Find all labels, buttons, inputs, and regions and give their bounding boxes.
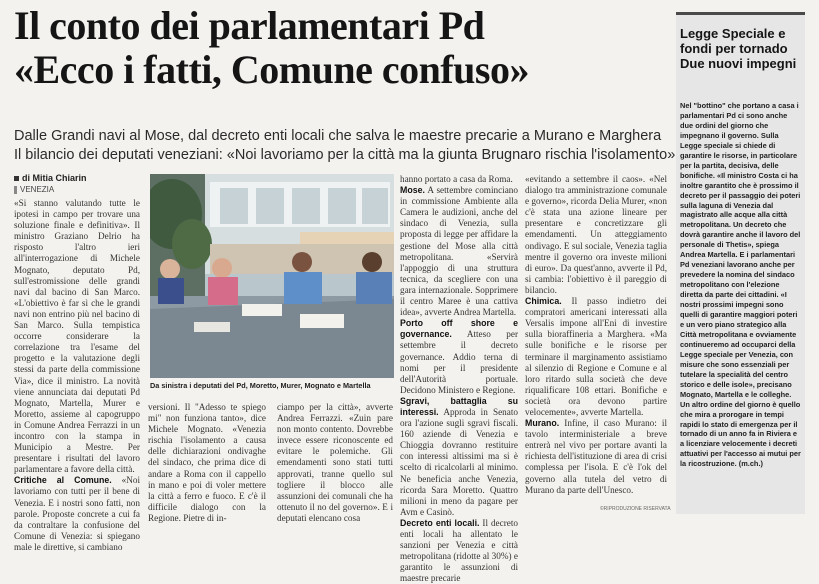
- section-heading: Murano.: [525, 418, 560, 429]
- section-heading: Mose.: [400, 185, 425, 196]
- sidebar-box: [676, 12, 805, 514]
- article-photo: [150, 174, 394, 378]
- article-column-5: [525, 174, 667, 496]
- section-heading: Sgravi, battaglia su interessi.: [400, 395, 518, 417]
- paragraph: hanno portato a casa da Roma.: [400, 174, 513, 184]
- headline-line-2: «Ecco i fatti, Comune confuso»: [14, 47, 529, 92]
- paragraph: Nel "bottino" che portano a casa i parlamentari Pd ci sono anche due ordini del giorno che impegnano il governo. Sulla Legge speciale si chiede di garantire le risorse, in particolare per la partita, decisiva, delle bonifiche. «Il ministro Costa ci ha inoltre garantito che è prossimo il decreto per il passaggio dei poteri sulla laguna di Venezia dal magistrato alle acque alla città metropolitana. Un decreto che dovrà garantire anche il lavoro del personale di Thetis», spiega Andrea Martella. E i parlamentari Pd veneziani lavorano anche per prevedere la nomina del sindaco metropolitano con l'elezione diretta da parte dei cittadini. «I nostri prossimi impegni sono quelli di garantire maggiori poteri e un vero piano strategico alla Città metropolitana e ovviamente continueremo ad occuparci della Legge speciale per Venezia, con misure che sono essenziali per tutelare la specialità del centro storico e delle isole», precisano Mognato, Martella e le colleghe. Un altro ordine del giorno è quello che mira a prorogare in tempi rapidi lo stato di emergenza per il tornado di un anno fa in Riviera e a licenziare velocemente i decreti attuativi per l'accesso ai mutui per la ricostruzione. (m.ch.): [680, 101, 801, 469]
- paragraph: Atteso per settembre il decreto governance. Addio terna di nomi per il presidente dell'Autorità portuale. Decidono Ministero e Regione.: [400, 329, 519, 395]
- section-heading: Chimica.: [525, 296, 562, 307]
- paragraph: Infine, il caso Murano: il tavolo interministeriale a breve entrerà nel vivo per portare avanti la richiesta dell'istituzione di area di crisi complessa per l'isola. E c'è l'ok del governo alla tutela del vetro di Murano da parte dell'Unesco.: [525, 418, 667, 495]
- article-column-3: [277, 402, 393, 524]
- section-heading: Porto off shore e governance.: [400, 318, 518, 340]
- author: di Mitia Chiarin: [22, 173, 87, 183]
- section-heading: Decreto enti locali.: [400, 517, 480, 528]
- paragraph: «Noi lavoriamo con tutti per il bene di Venezia. E i nostri sono fatti, non parole. Proposte concrete a cui fa da contraltare la confusione del Comune di Venezia: si spiegano male le direttive, si cambiano: [14, 475, 141, 552]
- headline-line-1: Il conto dei parlamentari Pd: [14, 3, 485, 48]
- article-column-2: [148, 402, 266, 524]
- sidebar-title: Legge Speciale e fondi per tornado Due nuovi impegni: [680, 26, 797, 71]
- paragraph: Il decreto enti locali ha allentato le sanzioni per Venezia e città metropolitana (ridotte al 30%) e garantito le assunzioni di maestre precarie: [400, 517, 518, 584]
- paragraph: «evitando a settembre il caos». «Nel dialogo tra amministrazione comunale e governo», ricorda Delia Murer, «non c'è stata una azione lineare per presentare e concretizzare gli emendamenti. Un atteggiamento ondivago. E sul sociale, Venezia taglia mentre il governo ora investe milioni di euro». Da quest'anno, avverte il Pd, si cambia: l'obiettivo è il pareggio di bilancio.: [525, 174, 667, 295]
- headline: [14, 4, 674, 92]
- paragraph: «Si stanno valutando tutte le ipotesi in campo per trovare una soluzione finale e definitiva». Il ministro Graziano Delrio ha risposto l'altro ieri all'interrogazione di Michele Mognato, deputato Pd, sull'estromissione delle grandi navi dal bacino di San Marco. «L'obiettivo è far sì che le grandi navi non entrino più nel bacino di San Marco. Sulla tempistica occorre considerare la correlazione tra l'esame del progetto e la valutazione degli stessi da parte della commissione Via», dice il ministro. La novità viene annunciata dai deputati Pd Mognato, Martella, Murer e Moretto, assieme al capogruppo in Comune Andrea Ferrazzi in un incontro con la stampa in Municipio a Mestre. Per presentare i risultati del lavoro parlamentare a favore della città.: [14, 198, 140, 475]
- copyright-note: ©RIPRODUZIONE RISERVATA: [600, 506, 671, 512]
- location: VENEZIA: [20, 185, 55, 194]
- subheadline-2: Il bilancio dei deputati veneziani: «Noi lavoriamo per la città ma la giunta Brugnaro rischia l'isolamento»: [14, 147, 676, 163]
- sidebar-top-rule: [676, 12, 805, 15]
- dateline: [14, 185, 54, 194]
- paragraph: versioni. Il "Adesso te spiego mi" non funziona tanto», dice Michele Mognato. «Venezia rischia l'isolamento a causa delle dichiarazioni ondivaghe del sindaco, che prima dice di andare a Roma con il cappello in mano e poi di voler mettere la città a ferro e fuoco. E c'è il difficile dialogo con la Regione. Pietre di in-: [148, 402, 266, 523]
- sidebar-text: [680, 101, 801, 469]
- byline-square-icon: [14, 176, 19, 181]
- article-column-4: [400, 174, 518, 584]
- paragraph: Approda in Senato ora l'azione sugli sgravi fiscali. 160 aziende di Venezia e Chioggia dovranno restituire con interessi altissimi ma si è scelto di ricalcolarli al minimo. Ne beneficia anche Venezia, ricorda Sara Moretto. Quattro milioni in meno da pagare per Avm e Casinò.: [400, 406, 518, 517]
- photo-illustration: [150, 174, 394, 378]
- article-column-1: [14, 198, 140, 553]
- section-heading: Critiche al Comune.: [14, 475, 112, 486]
- photo-caption: Da sinistra i deputati del Pd, Moretto, Murer, Mognato e Martella: [150, 381, 371, 390]
- byline: [14, 173, 87, 183]
- paragraph: ciampo per la città», avverte Andrea Ferrazzi. «Zuin pare non monto contento. Dovrebbe invece essere riconoscente ed evitare le polemiche. Gli emendamenti sono stati tutti approvati, tranne quello sul togliere il blocco alle assunzioni dei comunali che ha ottenuto il no del governo». E i deputati elencano cosa: [277, 402, 393, 523]
- paragraph: A settembre cominciano in commissione Ambiente alla Camera le audizioni, anche del sindaco di Venezia, sulla proposta di legge per affidare la gestione del Mose alla città metropolitana. «Servirà l'appoggio di una struttura tecnica, da scegliere con una gara internazionale. Sopprimere il centro Maree è una cattiva idea», avverte Andrea Martella.: [400, 185, 518, 318]
- dateline-bar-icon: [14, 186, 17, 194]
- subheadline-1: Dalle Grandi navi al Mose, dal decreto enti locali che salva le maestre precarie a Murano e Marghera: [14, 128, 662, 144]
- paragraph: Il passo indietro dei compratori americani interessati alla Versalis impone all'Eni di investire sulla bioraffineria a Marghera. «Ma sulle bonifiche e le risorse per terminare il marginamento assistiamo al silenzio di Regione e Comune e al loro ritardo sulla società che deve riqualificare 108 ettari. Bonifiche e società ora devono partire velocemente», avverte Martella.: [525, 296, 667, 417]
